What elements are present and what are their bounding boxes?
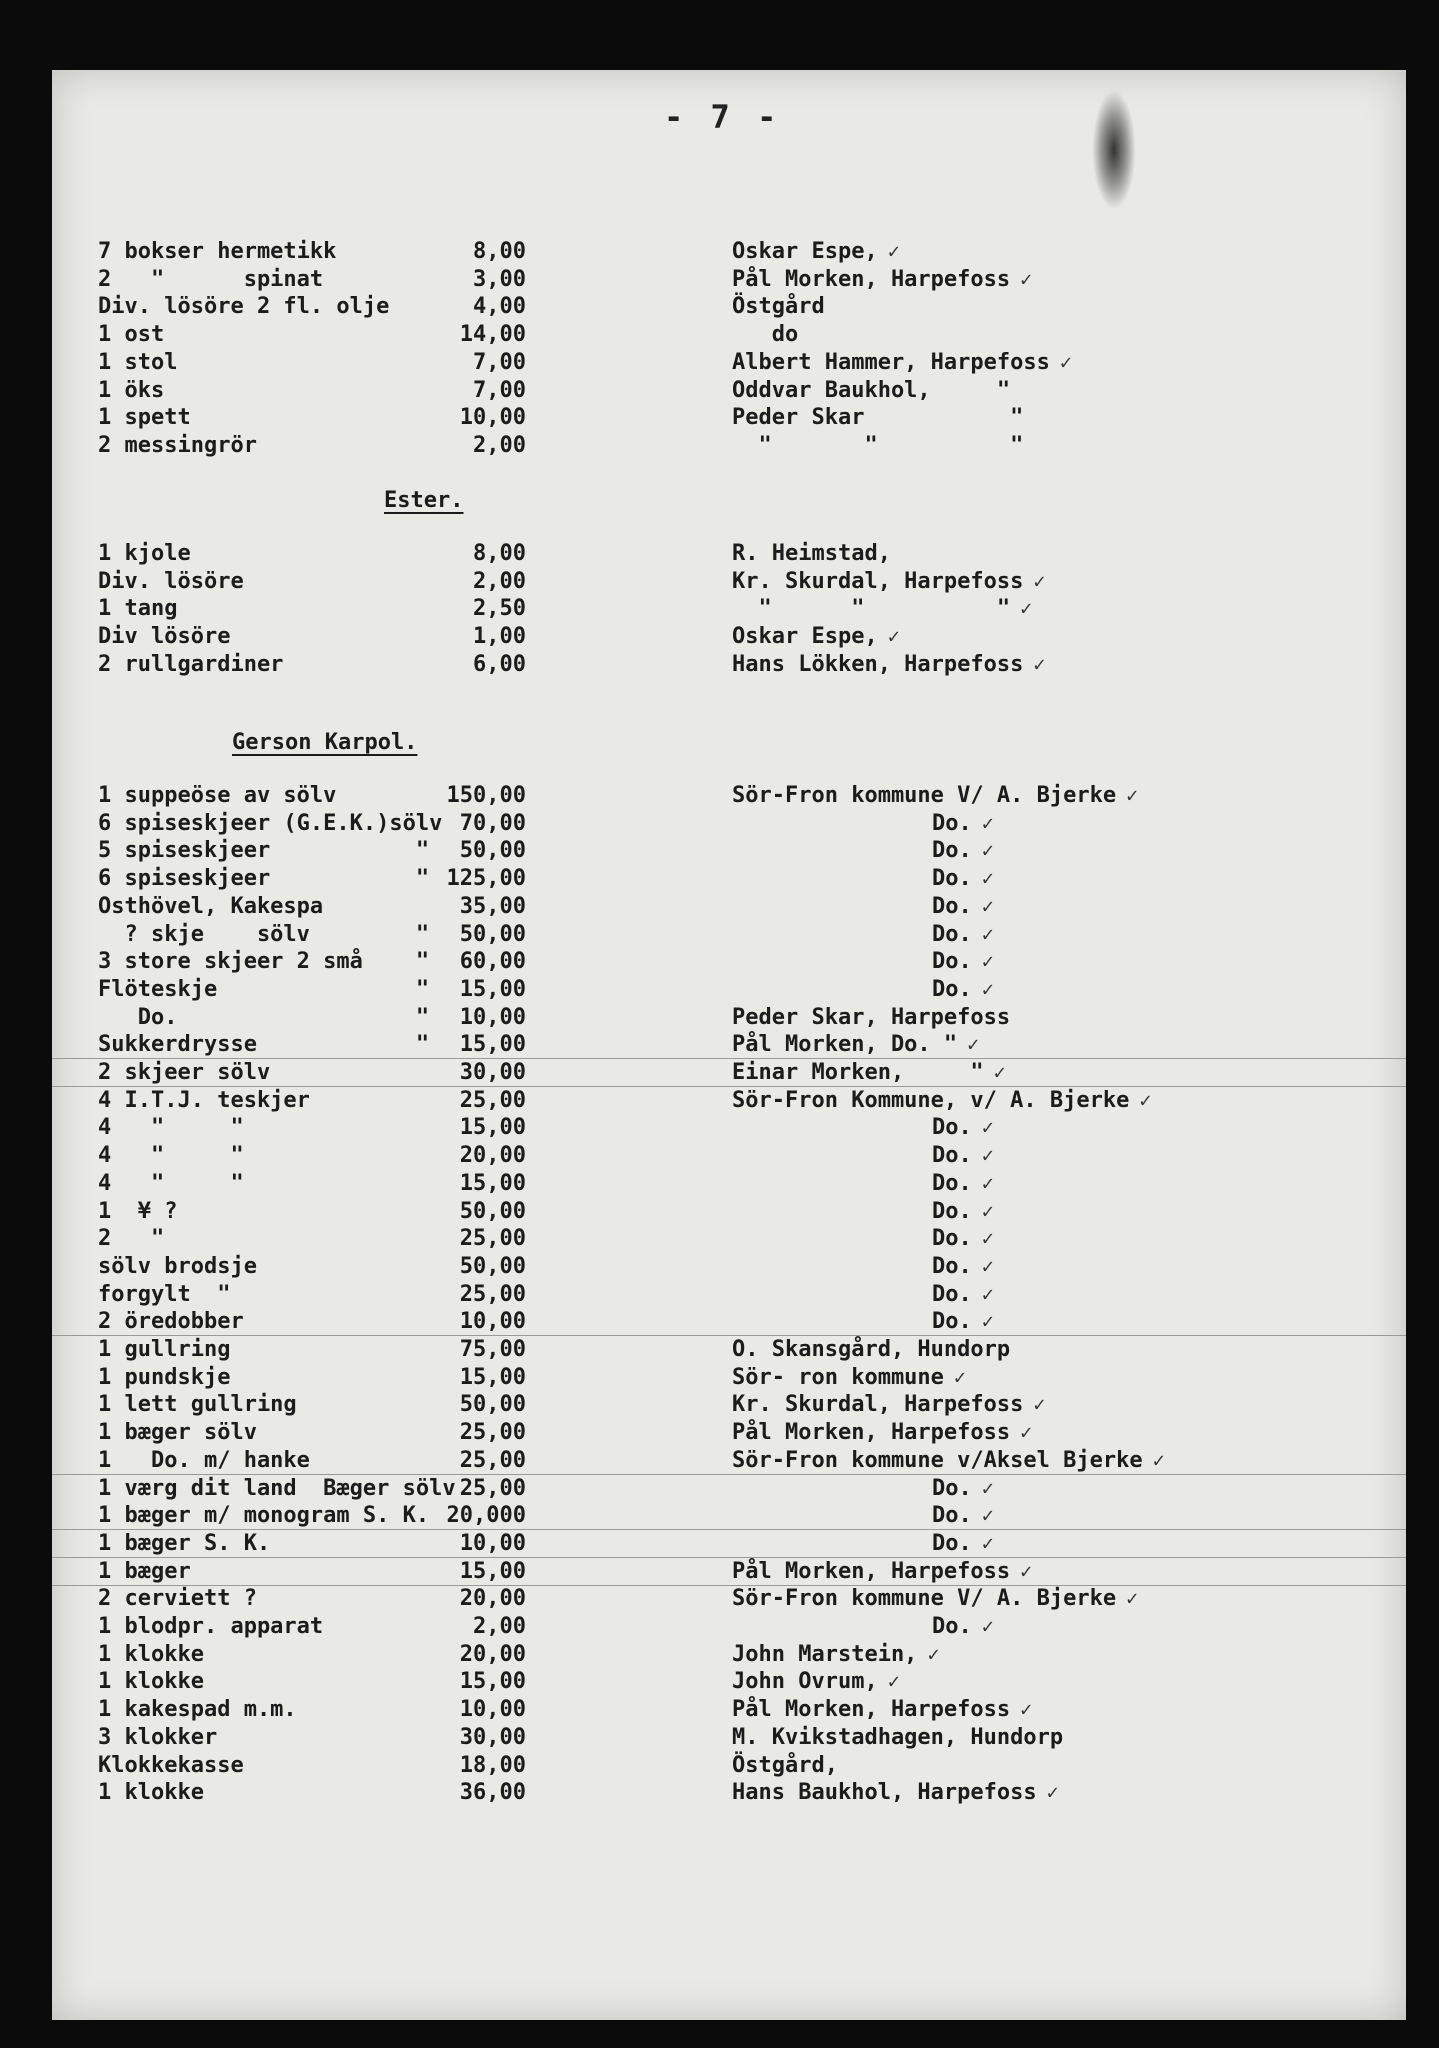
item-amount: 10,00 <box>459 1004 526 1030</box>
ledger-row <box>52 1419 1406 1446</box>
buyer-text: Pål Morken, Do. " <box>732 1032 958 1058</box>
buyer-text: Do. <box>932 1614 972 1639</box>
item-description: 2 öredobber <box>98 1309 244 1335</box>
buyer-text: Hans Lökken, Harpefoss <box>732 651 1024 677</box>
item-amount: 4,00 <box>473 294 526 320</box>
item-description: 1 spett <box>98 405 191 431</box>
item-description: 2 skjeer sölv <box>98 1060 271 1085</box>
buyer-text: Pål Morken, Harpefoss <box>732 1420 1011 1446</box>
item-description: 1 lett gullring <box>98 1392 297 1418</box>
ledger-row <box>52 1031 1406 1059</box>
buyer-name <box>732 1724 1063 1751</box>
item-amount: 3,00 <box>473 266 526 292</box>
item-description: Flöteskje " <box>98 976 430 1002</box>
buyer-name <box>732 349 1072 376</box>
item-description: 1 pundskje <box>98 1364 231 1390</box>
checkmark-icon: ✓ <box>1126 783 1139 807</box>
buyer-name <box>732 266 1032 293</box>
buyer-name <box>932 1225 994 1252</box>
buyer-name <box>932 948 994 975</box>
item-amount: 25,00 <box>459 1420 526 1446</box>
checkmark-icon: ✓ <box>981 1143 994 1168</box>
buyer-name <box>732 651 1045 678</box>
item-description: 1 öks <box>98 377 165 403</box>
checkmark-icon: ✓ <box>981 976 994 1001</box>
buyer-text: Pål Morken, Harpefoss <box>732 1558 1011 1584</box>
checkmark-icon: ✓ <box>981 1170 994 1195</box>
item-description: Div lösöre <box>98 624 231 650</box>
item-amount: 18,00 <box>459 1752 526 1778</box>
ledger-row <box>52 1447 1406 1475</box>
ledger-row <box>52 1336 1406 1363</box>
ledger-row <box>52 349 1406 376</box>
buyer-name <box>932 921 994 948</box>
buyer-text: Do. <box>932 1530 972 1556</box>
item-description: Do. " <box>98 1004 430 1030</box>
item-amount: 2,00 <box>473 432 526 458</box>
item-description: 1 kjole <box>98 541 191 566</box>
buyer-text: Oskar Espe, <box>732 624 878 650</box>
item-amount: 75,00 <box>459 1337 526 1362</box>
checkmark-icon: ✓ <box>981 838 994 863</box>
buyer-name <box>732 1558 1032 1585</box>
item-amount: 15,00 <box>459 1170 526 1196</box>
item-amount: 20,00 <box>459 1641 526 1667</box>
ledger-row <box>52 865 1406 892</box>
item-amount: 50,00 <box>459 838 526 864</box>
buyer-text: Kr. Skurdal, Harpefoss <box>732 1392 1024 1418</box>
item-description: 2 rullgardiner <box>98 651 284 677</box>
buyer-name <box>732 1641 939 1668</box>
item-amount: 15,00 <box>459 1669 526 1695</box>
ledger-row <box>52 540 1406 567</box>
item-description: forgylt " <box>98 1281 231 1307</box>
checkmark-icon: ✓ <box>1020 266 1033 291</box>
ledger-row <box>52 1752 1406 1779</box>
item-amount: 60,00 <box>459 949 526 975</box>
buyer-text: Östgård, <box>732 1752 838 1778</box>
buyer-text: " " " <box>732 432 1024 458</box>
buyer-name <box>732 568 1045 595</box>
buyer-name <box>732 1585 1138 1612</box>
item-amount: 25,00 <box>459 1087 526 1113</box>
ledger-row <box>52 1225 1406 1252</box>
item-amount: 2,50 <box>473 596 526 622</box>
item-amount: 25,00 <box>459 1281 526 1307</box>
ledger-row <box>52 1475 1406 1502</box>
checkmark-icon: ✓ <box>981 1309 994 1334</box>
item-amount: 25,00 <box>459 1447 526 1473</box>
checkmark-icon: ✓ <box>1126 1586 1139 1611</box>
item-amount: 50,00 <box>459 1253 526 1279</box>
item-description: 6 spiseskjeer (G.E.K.)sölv <box>98 810 443 836</box>
checkmark-icon: ✓ <box>981 866 994 891</box>
buyer-text: Do. <box>932 893 972 919</box>
item-amount: 15,00 <box>459 1558 526 1584</box>
item-description: 2 " <box>98 1226 165 1252</box>
item-description: 4 I.T.J. teskjer <box>98 1087 310 1113</box>
item-amount: 50,00 <box>459 921 526 947</box>
item-description: 1 suppeöse av sölv <box>98 783 337 808</box>
item-description: 1 bæger <box>98 1558 191 1584</box>
buyer-text: Sör-Fron kommune V/ A. Bjerke <box>732 1586 1117 1612</box>
checkmark-icon: ✓ <box>953 1364 966 1389</box>
ledger-row <box>52 377 1406 404</box>
item-description: 6 spiseskjeer " <box>98 866 430 892</box>
item-description: 2 cerviett ? <box>98 1586 257 1612</box>
ledger-row <box>52 1391 1406 1418</box>
buyer-text: O. Skansgård, Hundorp <box>732 1337 1011 1362</box>
item-amount: 35,00 <box>459 893 526 919</box>
section-heading: Ester. <box>384 488 464 513</box>
item-amount: 25,00 <box>459 1226 526 1252</box>
buyer-text: Do. <box>932 838 972 864</box>
item-amount: 36,00 <box>459 1780 526 1806</box>
buyer-text: Do. <box>932 1309 972 1335</box>
buyer-name <box>932 1613 994 1640</box>
ledger-row <box>52 810 1406 837</box>
item-amount: 2,00 <box>473 568 526 594</box>
item-description: 2 " spinat <box>98 266 324 292</box>
checkmark-icon: ✓ <box>927 1641 940 1666</box>
item-amount: 1,00 <box>473 624 526 650</box>
item-description: 4 " " <box>98 1115 244 1141</box>
buyer-text: Do. <box>932 1475 972 1501</box>
checkmark-icon: ✓ <box>981 1253 994 1278</box>
item-description: Osthövel, Kakespa <box>98 893 324 919</box>
ledger-row <box>52 1696 1406 1723</box>
ledger-row <box>52 1114 1406 1141</box>
section-heading: Gerson Karpol. <box>232 730 418 755</box>
buyer-name <box>732 595 1032 622</box>
ledger-row <box>52 595 1406 622</box>
buyer-text: Do. <box>932 1143 972 1169</box>
buyer-name <box>732 238 900 265</box>
checkmark-icon: ✓ <box>1033 651 1046 676</box>
buyer-text: Do. <box>932 1503 972 1529</box>
item-description: 1 værg dit land Bæger sölv <box>98 1475 456 1501</box>
ledger-row <box>52 782 1406 809</box>
item-amount: 15,00 <box>459 1115 526 1141</box>
checkmark-icon: ✓ <box>981 1198 994 1223</box>
item-description: 1 tang <box>98 596 178 622</box>
checkmark-icon: ✓ <box>1020 1697 1033 1722</box>
ledger-row <box>52 623 1406 650</box>
item-amount: 14,00 <box>459 322 526 348</box>
buyer-text: do <box>732 322 799 348</box>
buyer-text: Do. <box>932 866 972 892</box>
item-description: Div. lösöre <box>98 568 244 594</box>
buyer-text: Sör-Fron kommune v/Aksel Bjerke <box>732 1447 1143 1473</box>
item-amount: 150,00 <box>446 783 526 808</box>
buyer-name <box>932 893 994 920</box>
item-amount: 15,00 <box>459 1364 526 1390</box>
ledger-row <box>52 1364 1406 1391</box>
buyer-text: Kr. Skurdal, Harpefoss <box>732 568 1024 594</box>
buyer-name <box>932 837 994 864</box>
buyer-text: John Marstein, <box>732 1641 918 1667</box>
checkmark-icon: ✓ <box>981 1530 994 1555</box>
ledger-row <box>52 651 1406 678</box>
buyer-text: Oskar Espe, <box>732 239 878 264</box>
buyer-name <box>932 976 994 1003</box>
buyer-text: Do. <box>932 810 972 836</box>
ledger-row <box>52 948 1406 975</box>
item-description: 1 blodpr. apparat <box>98 1614 324 1639</box>
ledger-row <box>52 1253 1406 1280</box>
checkmark-icon: ✓ <box>981 1115 994 1140</box>
ledger-row <box>52 1087 1406 1114</box>
item-amount: 50,00 <box>459 1392 526 1418</box>
item-description: 1 bæger sölv <box>98 1420 257 1446</box>
item-amount: 70,00 <box>459 810 526 836</box>
ledger-row <box>52 1308 1406 1336</box>
buyer-name <box>732 1059 1006 1086</box>
checkmark-icon: ✓ <box>981 893 994 918</box>
ledger-row <box>52 893 1406 920</box>
buyer-name <box>932 1170 994 1197</box>
buyer-text: Pål Morken, Harpefoss <box>732 266 1011 292</box>
ledger-row <box>52 432 1406 459</box>
buyer-name <box>732 1779 1059 1806</box>
ledger-row <box>52 1641 1406 1668</box>
item-amount: 15,00 <box>459 976 526 1002</box>
buyer-name <box>732 321 798 348</box>
buyer-name <box>732 293 825 320</box>
buyer-name <box>732 1668 900 1695</box>
item-amount: 20,00 <box>459 1143 526 1169</box>
checkmark-icon: ✓ <box>887 239 900 263</box>
ledger-row <box>52 404 1406 431</box>
buyer-text: Do. <box>932 1170 972 1196</box>
buyer-text: Peder Skar " <box>732 405 1024 431</box>
buyer-name <box>732 432 1023 459</box>
checkmark-icon: ✓ <box>1033 1392 1046 1417</box>
buyer-text: Sör- ron kommune <box>732 1364 944 1390</box>
buyer-name <box>732 540 891 567</box>
buyer-text: Albert Hammer, Harpefoss <box>732 349 1050 375</box>
ledger-row <box>52 321 1406 348</box>
buyer-text: Do. <box>932 921 972 947</box>
checkmark-icon: ✓ <box>1059 349 1072 374</box>
item-amount: 7,00 <box>473 377 526 403</box>
ledger-row <box>52 1004 1406 1031</box>
buyer-text: Do. <box>932 1115 972 1141</box>
ledger-row <box>52 238 1406 265</box>
item-amount: 50,00 <box>459 1198 526 1224</box>
item-amount: 10,00 <box>459 1309 526 1335</box>
buyer-text: M. Kvikstadhagen, Hundorp <box>732 1724 1064 1750</box>
checkmark-icon: ✓ <box>981 810 994 835</box>
buyer-name <box>732 623 900 650</box>
ledger-row <box>52 1558 1406 1586</box>
item-description: 1 gullring <box>98 1337 231 1362</box>
ledger-row <box>52 1170 1406 1197</box>
item-amount: 10,00 <box>459 1697 526 1723</box>
item-amount: 25,00 <box>459 1475 526 1501</box>
buyer-text: Oddvar Baukhol, " <box>732 377 1011 403</box>
buyer-name <box>732 1696 1032 1723</box>
checkmark-icon: ✓ <box>981 949 994 974</box>
buyer-text: Einar Morken, " <box>732 1060 984 1085</box>
item-description: Div. lösöre 2 fl. olje <box>98 294 390 320</box>
buyer-name <box>732 1419 1032 1446</box>
buyer-text: Do. <box>932 976 972 1002</box>
buyer-text: R. Heimstad, <box>732 541 891 566</box>
ledger-row <box>52 1668 1406 1695</box>
item-description: 1 klokke <box>98 1669 204 1695</box>
buyer-text: Sör-Fron Kommune, v/ A. Bjerke <box>732 1087 1130 1113</box>
checkmark-icon: ✓ <box>993 1060 1006 1084</box>
ledger-row <box>52 837 1406 864</box>
checkmark-icon: ✓ <box>981 921 994 946</box>
item-description: 4 " " <box>98 1170 244 1196</box>
buyer-name <box>732 1364 966 1391</box>
ledger-row <box>52 1281 1406 1308</box>
buyer-name <box>932 1198 994 1225</box>
buyer-name <box>932 1530 994 1557</box>
buyer-name <box>732 1087 1151 1114</box>
buyer-text: John Ovrum, <box>732 1669 878 1695</box>
ledger-row <box>52 1142 1406 1169</box>
item-amount: 20,00 <box>459 1586 526 1612</box>
buyer-name <box>732 404 1023 431</box>
checkmark-icon: ✓ <box>981 1503 994 1528</box>
checkmark-icon: ✓ <box>1152 1447 1165 1472</box>
ledger-row <box>52 1585 1406 1612</box>
ledger-row <box>52 1779 1406 1806</box>
item-description: 1 ¥ ? <box>98 1198 178 1224</box>
item-description: 1 Do. m/ hanke <box>98 1447 310 1473</box>
item-description: 3 store skjeer 2 små " <box>98 949 430 975</box>
buyer-text: Pål Morken, Harpefoss <box>732 1697 1011 1723</box>
buyer-name <box>732 1752 838 1779</box>
item-description: 1 stol <box>98 349 178 375</box>
buyer-name <box>932 1308 994 1335</box>
buyer-name <box>732 1447 1165 1474</box>
item-description: 1 kakespad m.m. <box>98 1697 297 1723</box>
item-amount: 8,00 <box>473 541 526 566</box>
item-amount: 2,00 <box>473 1614 526 1639</box>
checkmark-icon: ✓ <box>981 1226 994 1251</box>
ledger-row <box>52 1502 1406 1530</box>
item-amount: 30,00 <box>459 1724 526 1750</box>
buyer-name <box>732 1031 979 1058</box>
checkmark-icon: ✓ <box>967 1032 980 1057</box>
item-description: 3 klokker <box>98 1724 218 1750</box>
item-description: sölv brodsje <box>98 1253 257 1279</box>
ledger-row <box>52 266 1406 293</box>
item-description: 7 bokser hermetikk <box>98 239 337 264</box>
item-description: Sukkerdrysse " <box>98 1032 430 1058</box>
checkmark-icon: ✓ <box>981 1614 994 1638</box>
buyer-text: Hans Baukhol, Harpefoss <box>732 1780 1037 1806</box>
item-amount: 10,00 <box>459 1530 526 1556</box>
buyer-text: Do. <box>932 1281 972 1307</box>
buyer-text: Peder Skar, Harpefoss <box>732 1004 1011 1030</box>
checkmark-icon: ✓ <box>1033 568 1046 593</box>
item-description: 1 ost <box>98 322 165 348</box>
item-description: ? skje sölv " <box>98 921 430 947</box>
buyer-name <box>932 1502 994 1529</box>
item-amount: 10,00 <box>459 405 526 431</box>
ledger-row <box>52 568 1406 595</box>
item-description: 5 spiseskjeer " <box>98 838 430 864</box>
buyer-name <box>932 1281 994 1308</box>
item-amount: 15,00 <box>459 1032 526 1058</box>
checkmark-icon: ✓ <box>981 1281 994 1306</box>
checkmark-icon: ✓ <box>1020 1420 1033 1445</box>
ledger-row <box>52 1059 1406 1087</box>
checkmark-icon: ✓ <box>981 1475 994 1500</box>
item-amount: 7,00 <box>473 349 526 375</box>
item-description: 1 bæger S. K. <box>98 1530 271 1556</box>
buyer-text: Do. <box>932 949 972 975</box>
item-description: 1 klokke <box>98 1780 204 1806</box>
page-number: - 7 - <box>664 98 781 136</box>
document-page <box>52 70 1406 2020</box>
item-amount: 125,00 <box>446 866 526 892</box>
item-description: 1 bæger m/ monogram S. K. <box>98 1503 430 1529</box>
buyer-name <box>932 1475 994 1502</box>
ledger-row <box>52 921 1406 948</box>
buyer-name <box>732 1391 1045 1418</box>
buyer-text: Do. <box>932 1253 972 1279</box>
item-description: 2 messingrör <box>98 432 257 458</box>
buyer-name <box>732 1336 1010 1363</box>
ledger-row <box>52 1724 1406 1751</box>
ledger-row <box>52 1613 1406 1640</box>
buyer-text: Östgård <box>732 294 825 320</box>
buyer-name <box>732 1004 1010 1031</box>
buyer-name <box>932 1253 994 1280</box>
checkmark-icon: ✓ <box>887 624 900 649</box>
ledger-row <box>52 293 1406 320</box>
buyer-text: " " " <box>732 596 1011 622</box>
item-description: 4 " " <box>98 1143 244 1169</box>
buyer-text: Do. <box>932 1198 972 1224</box>
item-amount: 6,00 <box>473 651 526 677</box>
item-description: 1 klokke <box>98 1641 204 1667</box>
buyer-name <box>932 1114 994 1141</box>
buyer-text: Do. <box>932 1226 972 1252</box>
ledger-row <box>52 976 1406 1003</box>
buyer-name <box>932 1142 994 1169</box>
item-amount: 8,00 <box>473 239 526 264</box>
checkmark-icon: ✓ <box>1020 596 1033 621</box>
item-description: Klokkekasse <box>98 1752 244 1778</box>
checkmark-icon: ✓ <box>1046 1780 1059 1805</box>
buyer-text: Sör-Fron kommune V/ A. Bjerke <box>732 783 1117 808</box>
item-amount: 30,00 <box>459 1060 526 1085</box>
checkmark-icon: ✓ <box>1139 1087 1152 1112</box>
buyer-name <box>732 377 1010 404</box>
buyer-name <box>932 810 994 837</box>
checkmark-icon: ✓ <box>1020 1558 1033 1583</box>
buyer-name <box>732 782 1138 809</box>
ledger-row <box>52 1530 1406 1558</box>
buyer-name <box>932 865 994 892</box>
checkmark-icon: ✓ <box>887 1669 900 1694</box>
ink-smudge <box>1092 90 1136 210</box>
item-amount: 20,000 <box>446 1503 526 1529</box>
ledger-row <box>52 1198 1406 1225</box>
